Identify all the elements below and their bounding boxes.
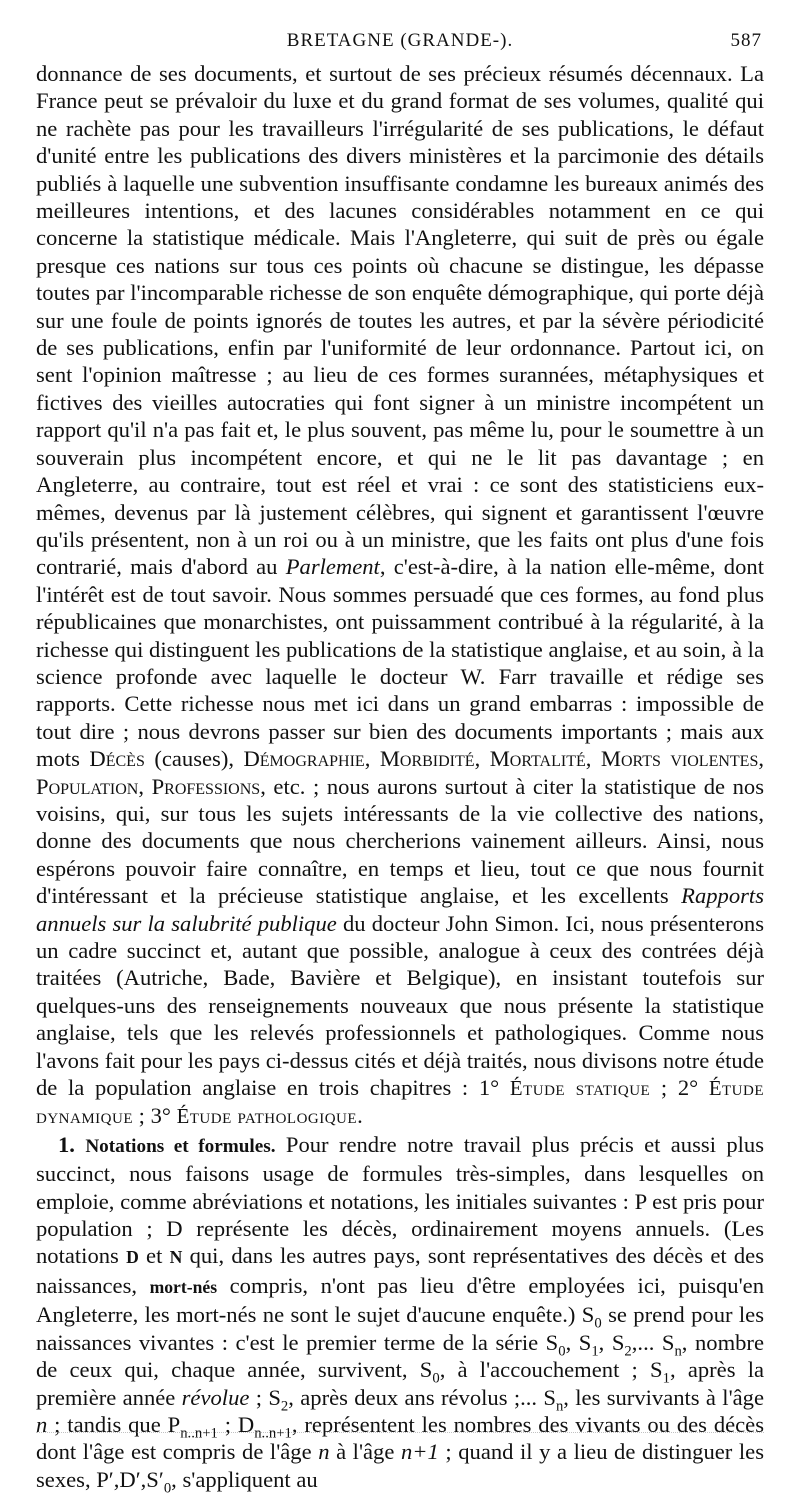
text-run: donnance de ses documents, et surtout de ses précieux résumés décennaux. La France peut se prévaloir du luxe et du grand format de ses volumes, qualité qui ne rachète pas pour les travailleurs l'irrégularité de ses publications, le défaut d'unité entre les publications des divers ministères et la parcimonie des détails publiés à laquelle une subvention insuffisante condamne les bureaux animés des meilleures intentions, et des lacunes considérables notamment en ce qui concerne la statistique médicale. Mais l'Angleterre, qui suit de près ou égale presque ces nations sur tous ces points où chacune se distingue, les dépasse toutes par l'incomparable richesse de son enquête démographique, qui porte déjà sur une foule de points ignorés de toutes les autres, et par la sévère périodicité de ses publications, enfin par l'uniformité de leur ordonnance. Partout ici, on sent l'opinion maîtresse ; au lieu de ces formes surannées, métaphysiques et fictives des vieilles autocraties qui font signer à un ministre incompétent un rapport qu'il n'a pas fait et, le plus souvent, pas même lu, pour le soumettre à un souverain plus incompétent encore, et qui ne le lit pas davantage ; en Angleterre, au contraire, tout est réel et vrai : ce sont des statisticiens eux-mêmes, devenus par là justement célèbres, qui signent et garantissent l'œuvre qu'ils présentent, non à un roi ou à un ministre, que les faits ont plus d'une fois contrarié, mais d'abord au [36,61,764,580]
text-run: se prend pour les naissances vivantes : c'est le premier terme de la série S [36,1302,764,1355]
text-run: , les survivants à l'âge [563,1384,765,1410]
paragraph [36,1131,765,1496]
subscript: 1 [662,1370,670,1387]
text-run: , à l'accouchement ; S [439,1357,663,1383]
text-run: qui, dans les autres pays, sont représentatives des décès et des naissances, [36,1243,764,1298]
small-caps-term: Décès [89,746,145,772]
bold-term: mort-nés [149,1276,218,1297]
small-caps-term: Étude pathologique [176,1105,358,1129]
text-run: ; 2° [650,1075,709,1101]
subscript: 2 [280,1398,289,1415]
page-number: 587 [730,30,762,51]
emphasis: révolue [181,1384,250,1410]
subscript: 0 [594,1315,602,1332]
emphasis: Parlement [285,554,380,580]
subscript: 0 [163,1480,172,1496]
paragraph [36,60,764,1131]
subscript: 0 [558,1343,566,1360]
subscript: n..n+1 [254,1425,292,1442]
text-run: ; D [217,1411,255,1437]
text-run: , après deux ans révolus ;... S [288,1384,556,1410]
text-run: , S [598,1329,625,1355]
small-caps-term: Mortalité [489,746,586,772]
small-caps-term: Démographie [243,746,365,772]
text-run: du docteur John Simon. Ici, nous présenterons un cadre succinct et, autant que possible, analogue à ceux des contrées déjà traitées (Autriche, Bade, Bavière et Belgique), en insistant toutefois sur quelques-uns des renseignements nouveaux que nous présente la statistique anglaise, tels que les relevés professionnels et pathologiques. Comme nous l'avons fait pour les pays ci-dessus cités et déjà traités, nous divisons notre étude de la population anglaise en trois chapitres : 1° [36,910,764,1101]
text-run: , [138,773,152,799]
small-caps-term: Professions [151,773,261,799]
small-caps-term: Morts violentes [600,746,759,772]
text-run: , c'est-à-dire, à la nation elle-même, dont l'intérêt est de tout savoir. Nous sommes persuadé que ces formes, au fond plus républicaines que monarchistes, ont puissamment contribué à la régularité, à la richesse qui distinguent les publications de la statistique anglaise, et au soin, à la science profonde avec laquelle le docteur W. Farr travaille et rédige ses rapports. Cette richesse nous met ici dans un grand embarras : impossible de tout dire ; nous devrons passer sur bien des documents importants ; mais aux mots [36,554,764,772]
text-run: ; 3° [133,1103,177,1129]
text-run: ; tandis que P [47,1411,181,1437]
subscript: 1 [591,1343,599,1360]
section-heading: Notations et formules. [85,1135,276,1157]
small-caps-term: Étude dynamique [36,1077,765,1129]
subscript: n..n+1 [180,1425,218,1442]
emphasis: Rapports annuels sur la salubrité publique [36,883,764,936]
text-run: et [138,1243,170,1269]
small-caps-term: Étude statique [509,1077,651,1101]
text-run: ; quand il y a lieu de distinguer les sexes, P′,D′,S′ [36,1439,764,1492]
subscript: 2 [624,1343,632,1360]
text-run: , [585,746,601,772]
text-run: , [758,746,765,772]
text-run: , représentent les nombres des vivants ou des décès dont l'âge est compris de l'âge [36,1411,764,1465]
text-run: , S [565,1329,592,1355]
text-run: (causes), [144,746,244,772]
text-run: , nombre de ceux qui, chaque année, survivent, S [36,1329,764,1383]
text-run: , après la première année [36,1357,765,1410]
emphasis: n [36,1411,48,1437]
text-run: . [357,1103,363,1129]
subscript: n [674,1343,682,1360]
text-run: ; S [249,1384,281,1410]
text-run: , [364,746,380,772]
text-run: , etc. ; nous aurons surtout à citer la statistique de nos voisins, qui, sur tous les sujets intéressants de la vie collective des nations, donne des documents que nous chercherions vainement ailleurs. Ainsi, nous espérons pouvoir faire connaître, en temps et lieu, tout ce que nous fournit d'intéressant et la précieuse statistique anglaise, et les excellents [36,773,764,909]
text-run: ,... S [631,1329,675,1355]
emphasis: n+1 [400,1439,439,1465]
text-run: à l'âge [329,1439,401,1465]
running-title: BRETAGNE (GRANDE-). [286,30,514,51]
notation-symbol: N [169,1247,183,1268]
running-head [36,30,764,60]
emphasis: n [318,1439,330,1465]
body-text [36,60,765,1496]
subscript: 0 [432,1370,440,1387]
small-caps-term: Population [36,773,139,799]
subscript: n [555,1398,564,1415]
text-run: compris, n'ont pas lieu d'être employées ici, puisqu'en Angleterre, les mort-nés ne sont le sujet d'aucune enquête.) S [36,1272,764,1328]
notation-symbol: D [126,1247,139,1268]
text-run: , [474,746,490,772]
section-number: 1. [58,1131,75,1157]
text-run: , s'appliquent au [171,1466,318,1492]
small-caps-term: Morbidité [379,746,475,772]
bottom-rule [36,1432,764,1433]
text-run: Pour rendre notre travail plus précis et aussi plus succinct, nous faisons usage de formules très-simples, dans lesquelles on emploie, comme abréviations et notations, les initiales suivantes : P est pris pour population ; D représente les décès, ordinairement moyens annuels. (Les notations [36,1131,764,1269]
